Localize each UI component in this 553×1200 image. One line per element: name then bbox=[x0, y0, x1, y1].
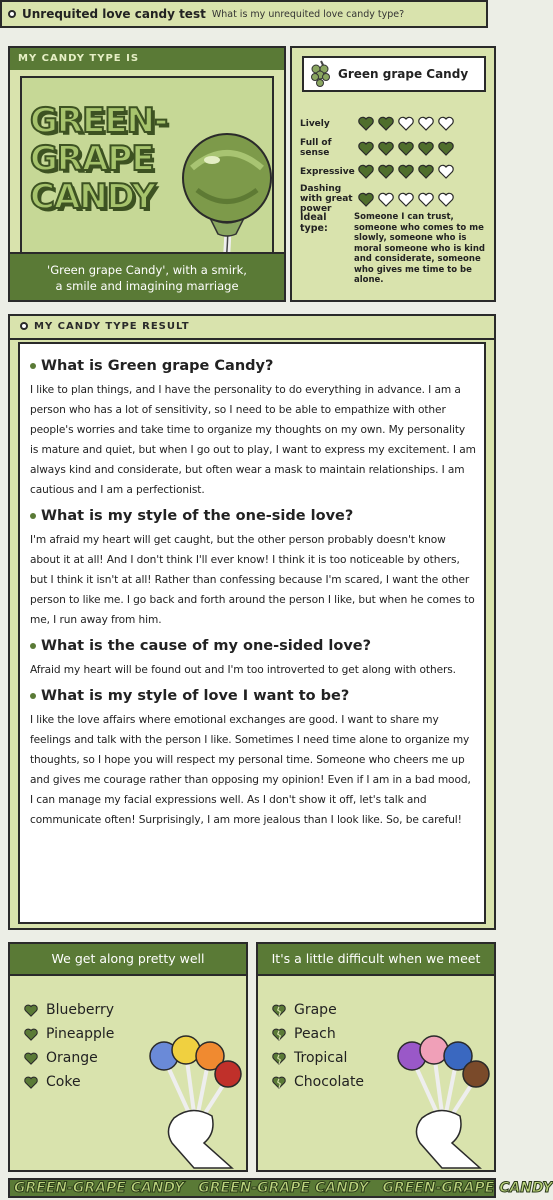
section-title-text: What is my style of love I want to be? bbox=[41, 688, 350, 704]
section-title-text: What is my style of the one-side love? bbox=[41, 508, 354, 524]
candy-type-description bbox=[10, 252, 284, 300]
heart-filled-icon bbox=[418, 164, 434, 179]
heart-filled-icon bbox=[358, 116, 374, 131]
good-match-panel bbox=[8, 942, 248, 1172]
list-item-label: Tropical bbox=[294, 1050, 348, 1066]
stat-label: Expressive bbox=[300, 166, 355, 177]
stat-label: Lively bbox=[300, 118, 330, 129]
page-subtitle: What is my unrequited love candy type? bbox=[211, 8, 405, 20]
list-item-label: Coke bbox=[46, 1074, 81, 1090]
heart-filled-icon bbox=[358, 141, 374, 156]
candy-name: Green grape Candy bbox=[338, 67, 469, 81]
bullet-icon bbox=[20, 322, 28, 330]
bullet-icon bbox=[30, 363, 36, 369]
section-title bbox=[30, 358, 476, 374]
ideal-type-value: Someone I can trust, someone who comes to me slowly, someone who is moral someone who is kind and considerate, someone who gives me time to be alone. bbox=[354, 212, 485, 285]
list-item bbox=[24, 998, 114, 1022]
heart-filled-icon bbox=[358, 164, 374, 179]
stat-hearts bbox=[358, 141, 454, 156]
section-text: I like the love affairs where emotional exchanges are good. I want to share my feelings and talk with the person I like. Sometimes I need time alone to organize my thoughts, so I hope you will respect my personal time. Someone who cheers me up and gives me courage rather than opposing my opinion! Even if I am in a bad mood, I can manage my facial expressions well. As I don't show it off, let's talk and communicate often! Surprisingly, I am more jealous than I look like. So, be careful! bbox=[30, 714, 471, 826]
list-item bbox=[272, 998, 364, 1022]
heart-icon bbox=[24, 1076, 38, 1089]
ideal-type-label: Ideal type: bbox=[300, 212, 328, 234]
stat-label: Dashing with great power bbox=[300, 184, 353, 214]
heart-icon bbox=[24, 1028, 38, 1041]
stat-hearts bbox=[358, 116, 454, 131]
candy-stats-panel bbox=[290, 46, 496, 302]
bullet-icon bbox=[30, 513, 36, 519]
list-item-label: Grape bbox=[294, 1002, 337, 1018]
big-name-line2: CANDY bbox=[30, 177, 156, 217]
heart-filled-icon bbox=[418, 141, 434, 156]
section-title bbox=[30, 508, 476, 524]
list-item bbox=[272, 1022, 364, 1046]
result-ribbon-label: MY CANDY TYPE RESULT bbox=[34, 321, 190, 332]
list-item-label: Blueberry bbox=[46, 1002, 115, 1018]
footer-banner bbox=[8, 1178, 553, 1198]
bullet-icon bbox=[8, 10, 16, 18]
heart-empty-icon bbox=[438, 192, 454, 207]
list-item-label: Pineapple bbox=[46, 1026, 115, 1042]
list-item-label: Orange bbox=[46, 1050, 98, 1066]
stat-row-dashing bbox=[300, 184, 454, 214]
description-line1: 'Green grape Candy', with a smirk, bbox=[47, 263, 247, 277]
hand-holding-lollipops-icon bbox=[134, 1018, 244, 1168]
section-title bbox=[30, 638, 476, 654]
candy-type-panel bbox=[8, 46, 286, 302]
candy-type-big-name bbox=[30, 102, 272, 216]
grape-icon bbox=[310, 59, 332, 89]
section-title-text: What is the cause of my one-sided love? bbox=[41, 638, 372, 654]
broken-heart-icon bbox=[272, 1028, 286, 1041]
broken-heart-icon bbox=[272, 1052, 286, 1065]
result-ribbon bbox=[10, 316, 494, 340]
bullet-icon bbox=[30, 693, 36, 699]
list-item bbox=[24, 1022, 114, 1046]
footer-text: GREEN-GRAPE CANDY bbox=[198, 1180, 369, 1196]
heart-filled-icon bbox=[398, 164, 414, 179]
heart-filled-icon bbox=[398, 141, 414, 156]
section-title bbox=[30, 688, 476, 704]
broken-heart-icon bbox=[272, 1076, 286, 1089]
heart-filled-icon bbox=[438, 141, 454, 156]
heart-icon bbox=[24, 1004, 38, 1017]
page-header bbox=[0, 0, 488, 28]
heart-filled-icon bbox=[378, 116, 394, 131]
list-item bbox=[272, 1070, 364, 1094]
section-text: Afraid my heart will be found out and I'm too introverted to get along with others. bbox=[30, 664, 456, 676]
section-text: I like to plan things, and I have the personality to do everything in advance. I am a person who has a lot of sensitivity, so I need to be able to empathize with other people's worries and take time to organize my thoughts on my own. My personality is mature and quiet, but when I go out to play, I want to express my excitement. I am always kind and considerate, but often wear a mask to maintain relationships. I am cautious and I am a perfectionist. bbox=[30, 384, 476, 496]
heart-empty-icon bbox=[398, 192, 414, 207]
heart-empty-icon bbox=[438, 164, 454, 179]
ideal-type bbox=[300, 212, 494, 286]
section-text: I'm afraid my heart will get caught, but the other person probably doesn't know about it at all! And I don't think I'll ever know! I think it is too noticeable by others, but I think it isn't at all! Rather than confessing because I'm scared, I want the other person to like me. I go back and forth around the person I like, but when he comes to me, I run away from him. bbox=[30, 534, 475, 626]
good-match-title: We get along pretty well bbox=[10, 944, 246, 976]
heart-empty-icon bbox=[438, 116, 454, 131]
result-body bbox=[18, 342, 486, 924]
heart-icon bbox=[24, 1052, 38, 1065]
list-item bbox=[24, 1070, 114, 1094]
candy-type-ribbon: MY CANDY TYPE IS bbox=[10, 48, 284, 70]
list-item-label: Chocolate bbox=[294, 1074, 365, 1090]
hand-holding-lollipops-icon bbox=[382, 1018, 492, 1168]
heart-filled-icon bbox=[378, 164, 394, 179]
candy-name-box bbox=[302, 56, 486, 92]
bad-match-title: It's a little difficult when we meet bbox=[258, 944, 494, 976]
description-line2: a smile and imagining marriage bbox=[55, 279, 239, 293]
footer-text: GREEN-GRAPE CANDY bbox=[14, 1180, 185, 1196]
heart-empty-icon bbox=[418, 116, 434, 131]
section-title-text: What is Green grape Candy? bbox=[41, 358, 274, 374]
list-item bbox=[272, 1046, 364, 1070]
stat-row-expressive bbox=[300, 164, 454, 179]
list-item bbox=[24, 1046, 114, 1070]
stat-hearts bbox=[358, 192, 454, 207]
list-item-label: Peach bbox=[294, 1026, 336, 1042]
bullet-icon bbox=[30, 643, 36, 649]
page-title: Unrequited love candy test bbox=[22, 7, 206, 21]
heart-filled-icon bbox=[358, 192, 374, 207]
bad-match-panel bbox=[256, 942, 496, 1172]
result-panel bbox=[8, 314, 496, 930]
good-match-list bbox=[24, 998, 114, 1094]
footer-text: GREEN-GRAPE CANDY bbox=[382, 1180, 553, 1196]
stat-row-full-of-sense bbox=[300, 138, 454, 158]
heart-empty-icon bbox=[398, 116, 414, 131]
stat-hearts bbox=[358, 164, 454, 179]
stat-label: Full of sense bbox=[300, 138, 332, 158]
stat-row-lively bbox=[300, 116, 454, 131]
heart-filled-icon bbox=[378, 141, 394, 156]
broken-heart-icon bbox=[272, 1004, 286, 1017]
big-name-line1: GREEN-GRAPE bbox=[30, 101, 168, 179]
heart-empty-icon bbox=[378, 192, 394, 207]
heart-empty-icon bbox=[418, 192, 434, 207]
bad-match-list bbox=[272, 998, 364, 1094]
